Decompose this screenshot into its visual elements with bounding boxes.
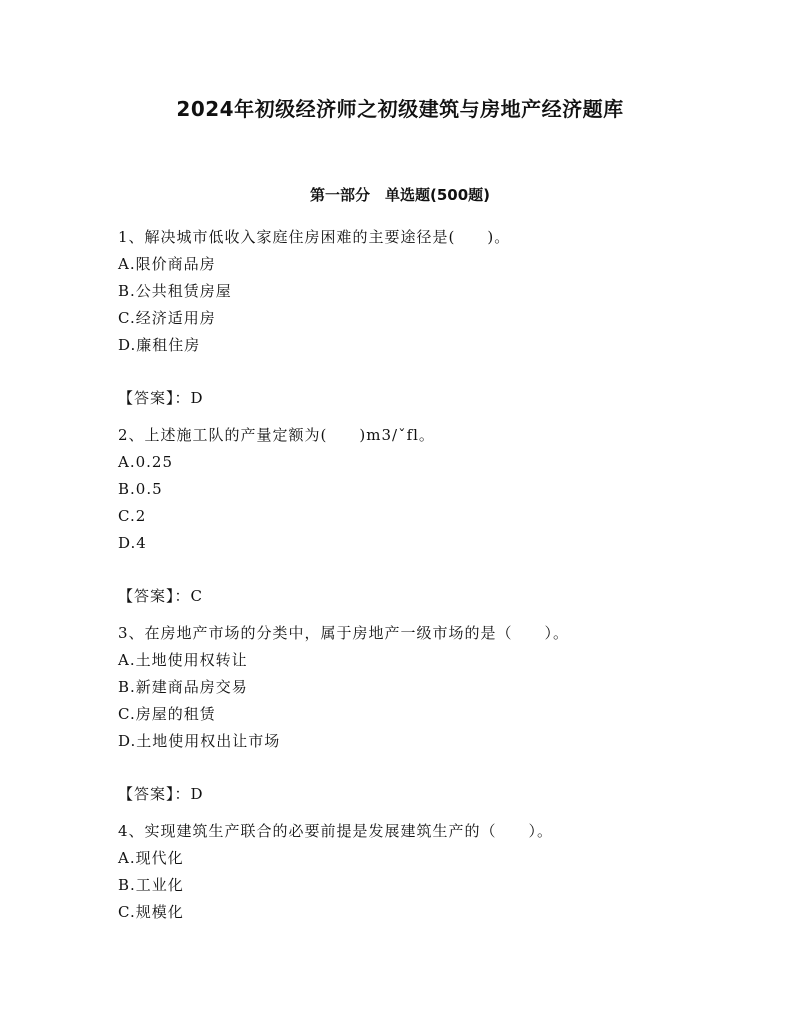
question-option: D.土地使用权出让市场 bbox=[118, 732, 281, 750]
question-item bbox=[118, 422, 738, 620]
question-stem: 2、上述施工队的产量定额为( )m3/ˇfl。 bbox=[118, 426, 435, 444]
question-item bbox=[118, 224, 738, 422]
question-option: B.0.5 bbox=[118, 480, 163, 498]
question-answer: 【答案】：C bbox=[118, 587, 203, 605]
question-answer: 【答案】：D bbox=[118, 389, 204, 407]
question-option: A.现代化 bbox=[118, 849, 184, 867]
question-option: C.2 bbox=[118, 507, 147, 525]
question-item bbox=[118, 818, 738, 926]
question-item bbox=[118, 620, 738, 818]
question-option: D.廉租住房 bbox=[118, 336, 201, 354]
question-option: C.房屋的租赁 bbox=[118, 705, 216, 723]
question-stem: 1、解决城市低收入家庭住房困难的主要途径是( )。 bbox=[118, 228, 511, 246]
question-stem: 4、实现建筑生产联合的必要前提是发展建筑生产的（ ）。 bbox=[118, 822, 554, 840]
question-stem: 3、在房地产市场的分类中，属于房地产一级市场的是（ ）。 bbox=[118, 624, 570, 642]
question-answer: 【答案】：D bbox=[118, 785, 204, 803]
question-list bbox=[118, 224, 738, 926]
question-option: B.公共租赁房屋 bbox=[118, 282, 232, 300]
question-option: C.经济适用房 bbox=[118, 309, 216, 327]
question-option: A.0.25 bbox=[118, 453, 173, 471]
question-option: D.4 bbox=[118, 534, 147, 552]
question-option: B.新建商品房交易 bbox=[118, 678, 248, 696]
question-option: C.规模化 bbox=[118, 903, 184, 921]
question-option: A.限价商品房 bbox=[118, 255, 216, 273]
question-option: B.工业化 bbox=[118, 876, 184, 894]
question-option: A.土地使用权转让 bbox=[118, 651, 248, 669]
section-heading: 第一部分 单选题(500题) bbox=[309, 186, 491, 204]
document-title: 2024年初级经济师之初级建筑与房地产经济题库 bbox=[176, 97, 624, 121]
